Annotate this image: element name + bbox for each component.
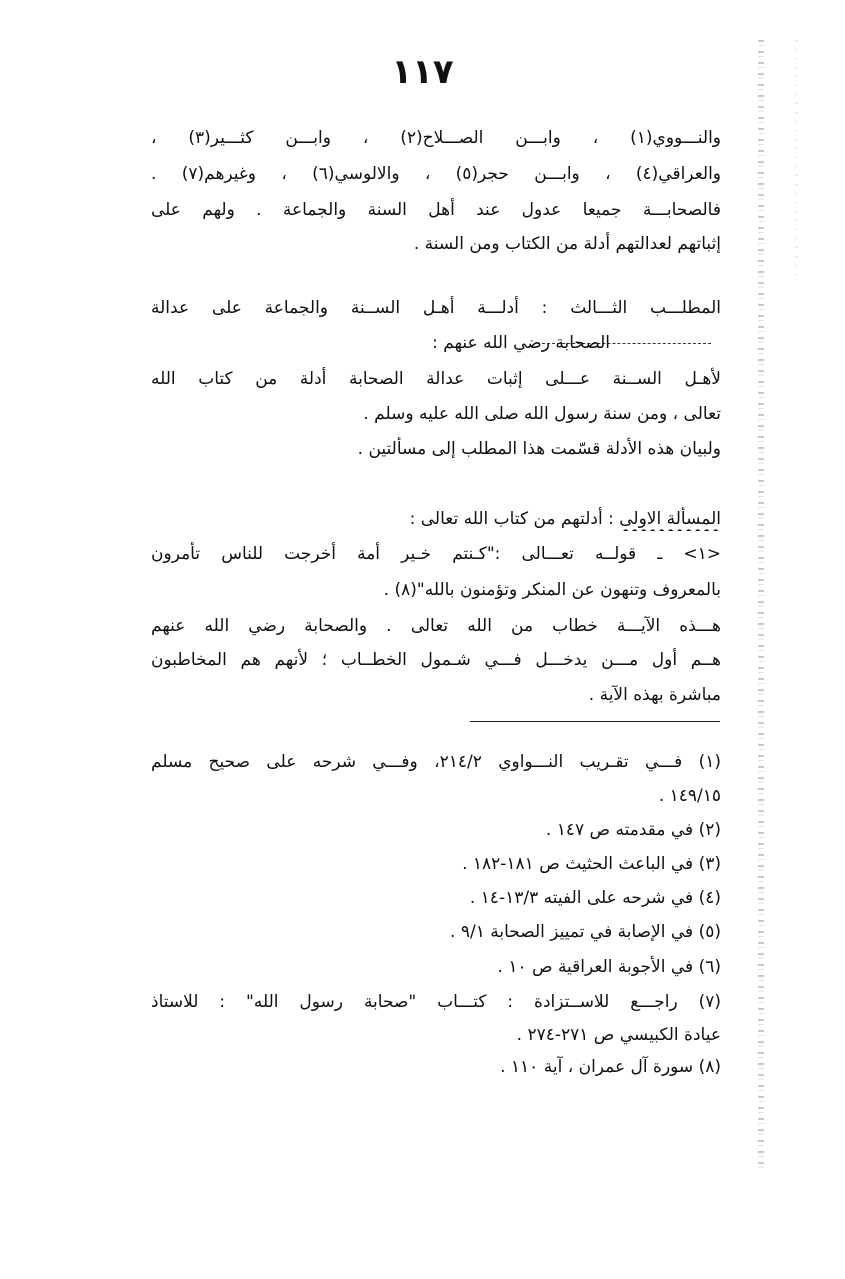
body-line-3: فالصحابـــة جميعا عدول عند أهل السنة والجماعة . ولهم على: [151, 200, 721, 220]
issue-line-1: <١> ـ قولــه تعـــالى :"كـنتم خـير أمة أخرجت للناس تأمرون: [151, 544, 721, 564]
footnote-7a: (٧) راجـــع للاســتزادة : كتـــاب "صحابة رسول الله" : للاستاذ: [151, 992, 721, 1012]
footnote-7b: عيادة الكبيسي ص ٢٧١-٢٧٤ .: [516, 1025, 721, 1045]
section-heading-line-1: المطلـــب الثـــالث : أدلـــة أهـل الســنة والجماعة على عدالة: [151, 298, 721, 318]
footnote-1b: ١٤٩/١٥ .: [658, 786, 721, 806]
footnote-8: (٨) سورة آل عمران ، آية ١١٠ .: [500, 1057, 721, 1077]
section-line-3: ولبيان هذه الأدلة قسّمت هذا المطلب إلى مسألتين .: [357, 439, 721, 459]
issue-line-5: مباشرة بهذه الآية .: [588, 685, 721, 705]
section-heading-line-2: الصحابة رضي الله عنهم :: [432, 333, 610, 353]
footnote-3: (٣) في الباعث الحثيث ص ١٨١-١٨٢ .: [462, 854, 721, 874]
issue-title: المسألة الاولى: [619, 509, 721, 529]
issue-title-rest: : أدلتهم من كتاب الله تعالى :: [409, 509, 614, 529]
footnote-1a: (١) فـــي تقـريب النـــواوي ٢١٤/٢، وفـــي شرحه على صحيح مسلم: [151, 752, 721, 772]
page-number: ١١٧: [391, 52, 454, 92]
footnote-5: (٥) في الإصابة في تمييز الصحابة ٩/١ .: [450, 922, 721, 942]
body-line-4: إثباتهم لعدالتهم أدلة من الكتاب ومن السنة .: [413, 234, 721, 254]
footnote-separator: [470, 721, 720, 722]
issue-line-3: هـــذه الآيـــة خطاب من الله تعالى . والصحابة رضي الله عنهم: [151, 616, 721, 636]
body-line-2: والعراقي(٤) ، وابـــن حجر(٥) ، والالوسي(٦) ، وغيرهم(٧) .: [151, 164, 721, 184]
section-line-2: تعالى ، ومن سنة رسول الله صلى الله عليه وسلم .: [363, 404, 721, 424]
footnote-6: (٦) في الأجوبة العراقية ص ١٠ .: [497, 957, 721, 977]
scan-edge-artifact: [758, 40, 764, 1170]
issue-line-2: بالمعروف وتنهون عن المنكر وتؤمنون بالله"(٨) .: [383, 580, 721, 600]
body-line-1: والنـــووي(١) ، وابـــن الصـــلاح(٢) ، وابـــن كثـــير(٣) ،: [151, 128, 721, 148]
footnote-2: (٢) في مقدمته ص ١٤٧ .: [545, 820, 721, 840]
section-line-1: لأهـل الســنة عـــلى إثبات عدالة الصحابة أدلة من كتاب الله: [151, 369, 721, 389]
issue-title-line: [151, 507, 721, 531]
footnote-4: (٤) في شرحه على الفيته ١٣/٣-١٤ .: [469, 888, 721, 908]
issue-line-4: هــم أول مـــن يدخـــل فـــي شـمول الخطــاب ؛ لأنهم هم المخاطبون: [151, 650, 721, 670]
